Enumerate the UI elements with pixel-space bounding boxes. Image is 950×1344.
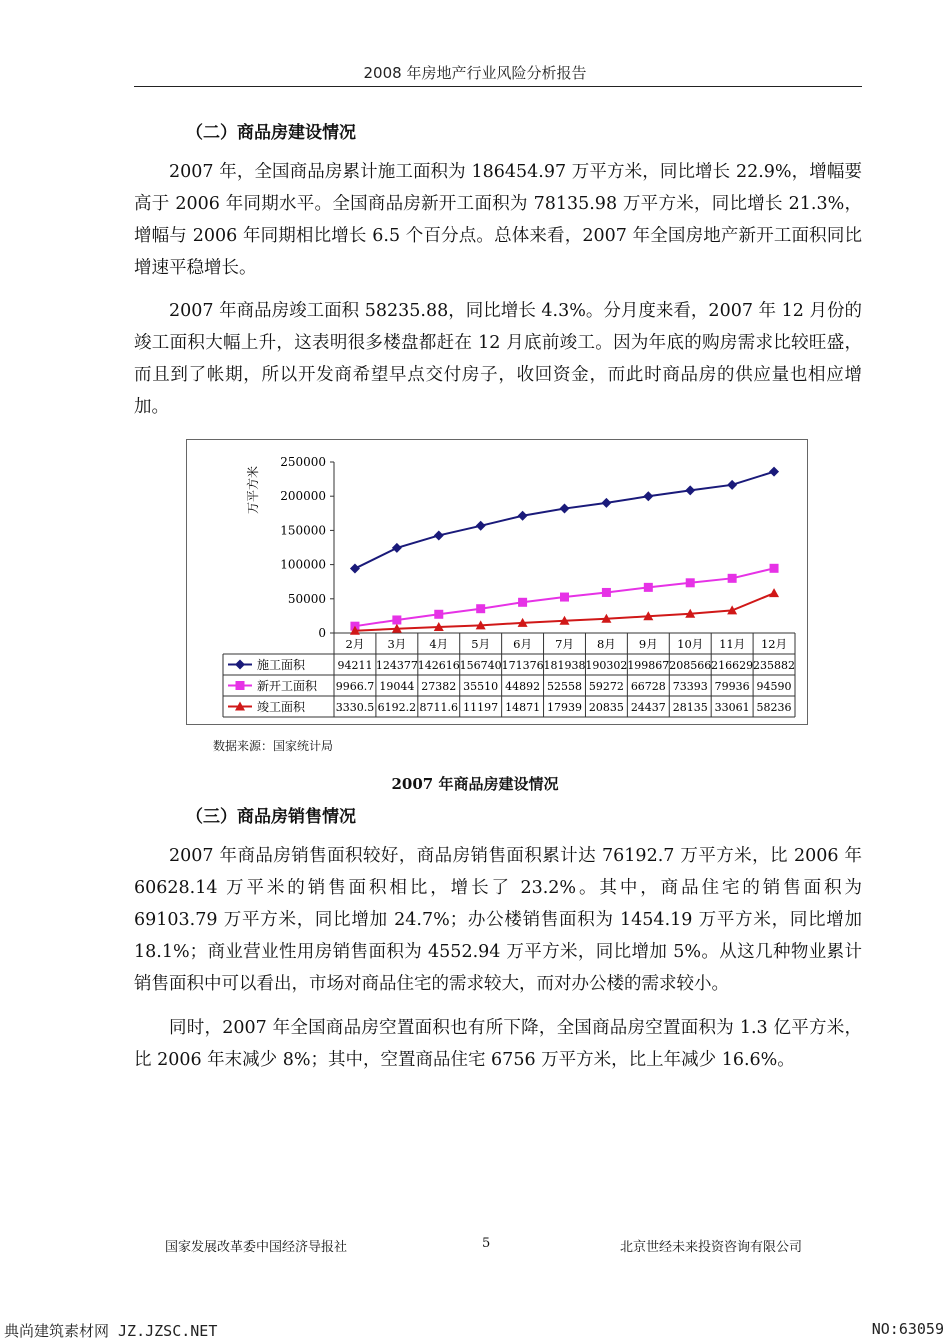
series-2-point — [560, 593, 569, 602]
table-value: 44892 — [505, 680, 541, 693]
table-value: 8711.6 — [419, 701, 459, 714]
table-value: 9966.7 — [335, 680, 375, 693]
y-tick-label: 250000 — [280, 455, 326, 469]
paragraph-sales-1: 2007 年商品房销售面积较好，商品房销售面积累计达 76192.7 万平方米，比 2006 年 60628.14 万平米的销售面积相比，增长了 23.2%。其中，商品住宅的销售面积为 69103.79 万平方米，同比增加 24.7%；办公楼销售面积为 1454.19 万平方米，同比增加 18.1%；商业营业性用房销售面积为 4552.94 万平方米，同比增加 5%。从这几种物业累计销售面积中可以看出，市场对商品住宅的需求较大，而对办公楼的需求较小。 — [134, 846, 862, 994]
table-value: 52558 — [547, 680, 582, 693]
series-2-point — [728, 574, 737, 583]
x-tick-label: 6月 — [513, 637, 533, 651]
legend-label-2: 新开工面积 — [257, 679, 318, 693]
y-tick-label: 50000 — [287, 591, 326, 606]
series-line-1 — [355, 472, 774, 569]
legend-marker-1 — [235, 660, 245, 670]
paragraph-sales-2: 同时，2007 年全国商品房空置面积也有所下降，全国商品房空置面积为 1.3 亿平方米，比 2006 年末减少 8%；其中，空置商品住宅 6756 万平方米，比上年减少 16.6%。 — [134, 1018, 862, 1070]
footer-right: 北京世经未来投资咨询有限公司 — [620, 1240, 803, 1255]
series-1-point — [769, 467, 779, 477]
series-2-point — [602, 588, 611, 597]
chart-frame — [186, 439, 808, 725]
paragraph-construction-2: 2007 年商品房竣工面积 58235.88，同比增长 4.3%。分月度来看，2007 年 12 月份的竣工面积大幅上升，这表明很多楼盘都赶在 12 月底前竣工。因为年底的购房需求比较旺盛，而且到了帐期，所以开发商希望早点交付房子，收回资金，而此时商品房的供应量也相应增加。 — [134, 301, 862, 417]
series-1-point — [601, 498, 611, 508]
x-tick-label: 7月 — [555, 637, 574, 651]
table-value: 28135 — [672, 701, 708, 714]
table-value: 94590 — [756, 680, 792, 693]
table-value: 73393 — [672, 680, 708, 693]
watermark-number: NO:63059 — [871, 1320, 944, 1338]
table-value: 199867 — [627, 659, 670, 672]
table-value: 24437 — [630, 701, 666, 714]
table-value: 190302 — [585, 659, 628, 672]
chart-source-note: 数据来源：国家统计局 — [213, 739, 334, 753]
series-1-point — [685, 485, 695, 495]
series-3-point — [769, 588, 779, 597]
table-value: 79936 — [714, 680, 750, 693]
table-value: 124377 — [375, 659, 418, 672]
y-tick-label: 200000 — [280, 489, 326, 504]
footer-left: 国家发展改革委中国经济导报社 — [165, 1240, 348, 1255]
table-value: 156740 — [459, 659, 502, 672]
footer-page-number: 5 — [482, 1236, 491, 1251]
series-2-point — [392, 615, 401, 624]
table-value: 17939 — [547, 701, 582, 714]
table-value: 20835 — [588, 701, 624, 714]
paragraph-construction-1: 2007 年，全国商品房累计施工面积为 186454.97 万平方米，同比增长 22.9%，增幅要高于 2006 年同期水平。全国商品房新开工面积为 78135.98 万平方米，同比增长 21.3%，增幅与 2006 年同期相比增长 6.5 个百分点。总体来看，2007 年全国房地产新开工面积同比增速平稳增长。 — [134, 162, 862, 278]
table-value: 19044 — [379, 680, 415, 693]
x-tick-label: 8月 — [596, 637, 616, 651]
y-tick-label: 100000 — [280, 557, 326, 572]
table-value: 94211 — [337, 659, 373, 672]
x-tick-label: 2月 — [345, 637, 365, 651]
table-value: 216629 — [711, 659, 754, 672]
table-value: 208566 — [669, 659, 712, 672]
x-tick-label: 11月 — [719, 637, 746, 651]
legend-label-1: 施工面积 — [257, 658, 306, 672]
table-value: 6192.2 — [377, 701, 417, 714]
table-value: 35510 — [463, 680, 499, 693]
table-value: 14871 — [505, 701, 541, 714]
watermark-site: 典尚建筑素材网 JZ.JZSC.NET — [4, 1322, 218, 1340]
x-tick-label: 12月 — [760, 637, 788, 651]
legend-marker-2 — [236, 681, 245, 690]
x-tick-label: 10月 — [677, 637, 704, 651]
chart-caption: 2007 年商品房建设情况 — [391, 775, 559, 793]
section-heading-sales: （三）商品房销售情况 — [186, 807, 356, 827]
table-value: 11197 — [463, 701, 499, 714]
series-1-point — [476, 521, 486, 531]
y-tick-label: 150000 — [280, 523, 326, 538]
table-value: 142616 — [417, 659, 460, 672]
section-heading-construction: （二）商品房建设情况 — [186, 123, 356, 143]
series-2-point — [476, 604, 485, 613]
x-tick-label: 9月 — [638, 637, 658, 651]
table-value: 66728 — [630, 680, 666, 693]
x-tick-label: 5月 — [471, 637, 491, 651]
series-1-point — [350, 564, 360, 574]
series-2-point — [770, 564, 779, 573]
table-value: 58236 — [756, 701, 792, 714]
x-tick-label: 4月 — [429, 637, 449, 651]
table-value: 235882 — [753, 659, 796, 672]
series-1-point — [727, 480, 737, 490]
y-tick-label: 0 — [318, 626, 326, 640]
series-1-point — [518, 511, 528, 521]
table-value: 33061 — [714, 701, 750, 714]
series-1-point — [560, 504, 570, 514]
series-2-point — [434, 610, 443, 619]
series-1-point — [434, 530, 444, 540]
construction-chart — [187, 440, 807, 724]
series-1-point — [392, 543, 402, 553]
table-value: 59272 — [588, 680, 624, 693]
header-rule — [134, 86, 862, 87]
table-value: 181938 — [543, 659, 586, 672]
table-value: 171376 — [501, 659, 544, 672]
series-2-point — [518, 598, 527, 607]
y-axis-label: 万平方米 — [246, 465, 260, 515]
series-2-point — [686, 578, 695, 587]
series-2-point — [644, 583, 653, 592]
page-header-title: 2008 年房地产行业风险分析报告 — [363, 64, 587, 82]
table-value: 27382 — [421, 680, 457, 693]
series-1-point — [643, 491, 653, 501]
legend-label-3: 竣工面积 — [257, 700, 306, 714]
x-tick-label: 3月 — [387, 637, 407, 651]
table-value: 3330.5 — [335, 701, 375, 714]
